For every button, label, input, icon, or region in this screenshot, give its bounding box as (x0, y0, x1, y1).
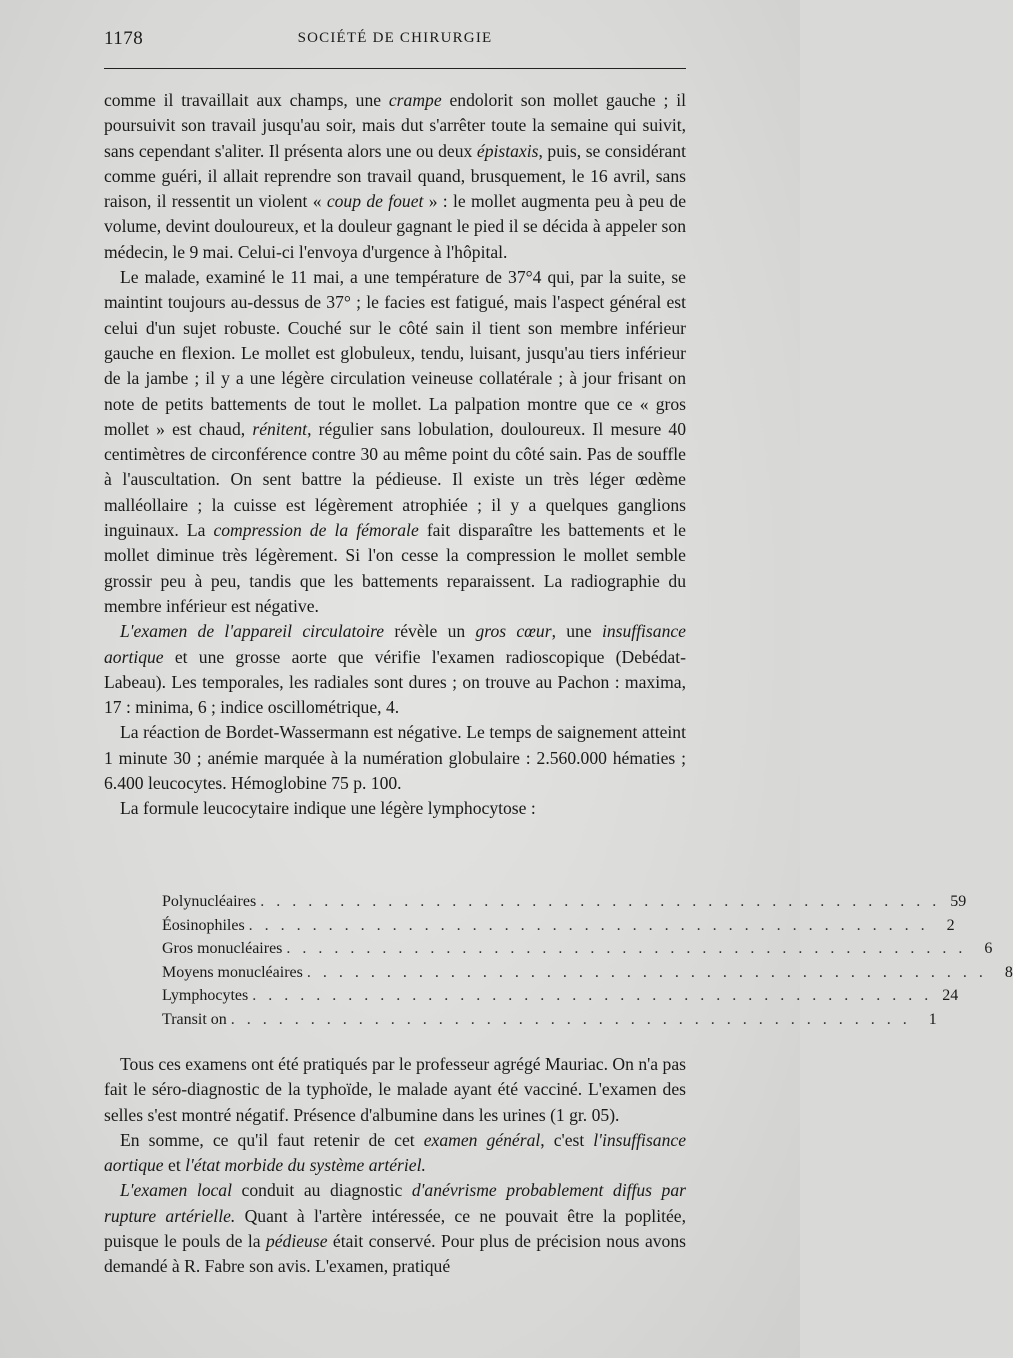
cell-label: Transit on (162, 1010, 227, 1028)
page-number: 1178 (104, 28, 144, 49)
dot-leader: . . . . . . . . . . . . . . . . . . . . . . . . . . . . . . . . . . . . . . . . . . . (306, 963, 987, 981)
paragraph (104, 88, 686, 265)
dot-leader: . . . . . . . . . . . . . . . . . . . . . . . . . . . . . . . . . . . . . . . . . . . (230, 1010, 911, 1028)
italic-text: examen général (423, 1129, 541, 1150)
italic-text: L'examen local (120, 1180, 232, 1201)
cell-label: Gros monucléaires (162, 940, 283, 958)
text-run: et (163, 1155, 186, 1176)
italic-text: d'anévrisme probablement diffus par rupture artérielle. (104, 1180, 686, 1226)
paragraph (104, 265, 686, 619)
header-rule (104, 68, 686, 69)
leucocyte-formula-table (162, 890, 1013, 1032)
paragraph (104, 796, 686, 821)
text-run: fait disparaître les battements et le mollet diminue très légèrement. Si l'on cesse la compression le mollet semble grossir peu à peu, tandis que les battements reparaissent. La radiographie du membre inférieur est négative. (104, 520, 686, 616)
italic-text: l'état morbide du système artériel. (185, 1155, 426, 1176)
body-text (104, 88, 686, 822)
text-run: conduit au diagnostic (232, 1180, 412, 1201)
text-run: En somme, ce qu'il faut retenir de cet (120, 1129, 424, 1150)
italic-text: épistaxis (476, 140, 539, 161)
dot-leader: . . . . . . . . . . . . . . . . . . . . . . . . . . . . . . . . . . . . . . . . . . . (248, 916, 929, 934)
paragraph (104, 619, 686, 720)
running-title: SOCIÉTÉ DE CHIRURGIE (297, 30, 493, 46)
italic-text: pédieuse (265, 1231, 328, 1252)
cell-value: 24 (942, 987, 959, 1005)
text-run: La formule leucocytaire indique une légère lymphocytose : (120, 798, 536, 819)
text-run: , c'est (540, 1129, 594, 1150)
text-run: était conservé. Pour plus de précision nous avons demandé à R. Fabre son avis. L'examen, pratiqué (104, 1231, 686, 1277)
table-row (162, 1008, 937, 1032)
text-run: , régulier sans lobulation, douloureux. Il mesure 40 centimètres de circonférence contre 30 au même point du côté sain. Pas de souffle à l'auscultation. On sent battre la pédieuse. Il existe un très léger œdème malléollaire ; la cuisse est légèrement atrophiée ; il y a quelques ganglions inguinaux. La (104, 418, 687, 541)
cell-value: 1 (928, 1010, 937, 1028)
body-text-continued (104, 1052, 686, 1280)
italic-text: gros cœur (475, 621, 552, 642)
text-run: La réaction de Bordet-Wassermann est négative. Le temps de saignement atteint 1 minute 30 ; anémie marquée à la numération globulaire : 2.560.000 hématies ; 6.400 leucocytes. Hémoglobine 75 p. 100. (104, 722, 686, 794)
table-row (162, 914, 955, 938)
italic-text: crampe (388, 90, 442, 110)
text-run: Tous ces examens ont été pratiqués par le professeur agrégé Mauriac. On n'a pas fait le séro-diagnostic de la typhoïde, le malade ayant été vacciné. L'examen des selles s'est montré négatif. Présence d'albumine dans les urines (1 gr. 05). (104, 1054, 686, 1125)
table-row (162, 961, 1013, 985)
italic-text: L'examen de l'appareil circulatoire (120, 621, 385, 642)
table-row (162, 937, 993, 961)
table-row (162, 984, 959, 1008)
paragraph (104, 1052, 686, 1128)
paragraph (104, 1178, 686, 1279)
italic-text: coup de fouet (326, 191, 424, 212)
dot-leader: . . . . . . . . . . . . . . . . . . . . . . . . . . . . . . . . . . . . . . . . . . . (286, 940, 967, 958)
dot-leader: . . . . . . . . . . . . . . . . . . . . . . . . . . . . . . . . . . . . . . . . . . . (260, 893, 941, 910)
cell-label: Polynucléaires (162, 893, 257, 910)
italic-text: compression de la fémorale (213, 520, 419, 541)
paragraph (104, 1128, 686, 1179)
cell-label: Éosinophiles (162, 916, 245, 934)
text-run: et une grosse aorte que vérifie l'examen radioscopique (Debédat-Labeau). Les temporales, les radiales sont dures ; on trouve au Pachon : maxima, 17 : minima, 6 ; indice oscillométrique, 4. (104, 646, 686, 718)
italic-text: insuffisance aortique (104, 621, 686, 667)
italic-text: l'insuffisance aortique (104, 1129, 686, 1176)
cell-value: 8 (1004, 963, 1013, 981)
cell-value: 59 (950, 893, 967, 910)
cell-label: Moyens monucléaires (162, 963, 303, 981)
paragraph (104, 720, 686, 796)
italic-text: rénitent (252, 418, 308, 439)
cell-value: 6 (984, 940, 993, 958)
table-row (162, 890, 967, 914)
cell-label: Lymphocytes (162, 987, 249, 1005)
text-run: Quant à l'artère intéressée, ce ne pouvait être la poplitée, puisque le pouls de la (104, 1205, 686, 1252)
text-run: , une (551, 621, 602, 642)
text-run: endolorit son mollet gauche ; il poursuivit son travail jusqu'au soir, mais dut s'arrêter toute la semaine qui suivit, sans cependant s'aliter. Il présenta alors une ou deux (104, 90, 686, 161)
text-run: » : le mollet augmenta peu à peu de volume, devint douloureux, et la douleur gagnant le pied il se décida à appeler son médecin, le 9 mai. Celui-ci l'envoya d'urgence à l'hôpital. (104, 191, 686, 262)
text-run: Le malade, examiné le 11 mai, a une température de 37°4 qui, par la suite, se maintint toujours au-dessus de 37° ; le facies est fatigué, mais l'aspect général est celui d'un sujet robuste. Couché sur le côté sain il tient son membre inférieur gauche en flexion. Le mollet est globuleux, tendu, luisant, jusqu'au tiers inférieur de la jambe ; il y a une légère circulation veineuse collatérale ; à jour frisant on note de petits battements de tout le mollet. La palpation montre que ce « gros mollet » est chaud, (104, 267, 686, 439)
text-run: révèle un (384, 621, 476, 642)
page-header (104, 24, 686, 54)
text-run: comme il travaillait aux champs, une (104, 90, 389, 110)
cell-value: 2 (946, 916, 955, 934)
dot-leader: . . . . . . . . . . . . . . . . . . . . . . . . . . . . . . . . . . . . . . . . . . . (252, 987, 933, 1005)
text-run: , puis, se considérant comme guéri, il allait reprendre son travail quand, brusquement, le 16 avril, sans raison, il ressentit un violent « (104, 140, 686, 212)
